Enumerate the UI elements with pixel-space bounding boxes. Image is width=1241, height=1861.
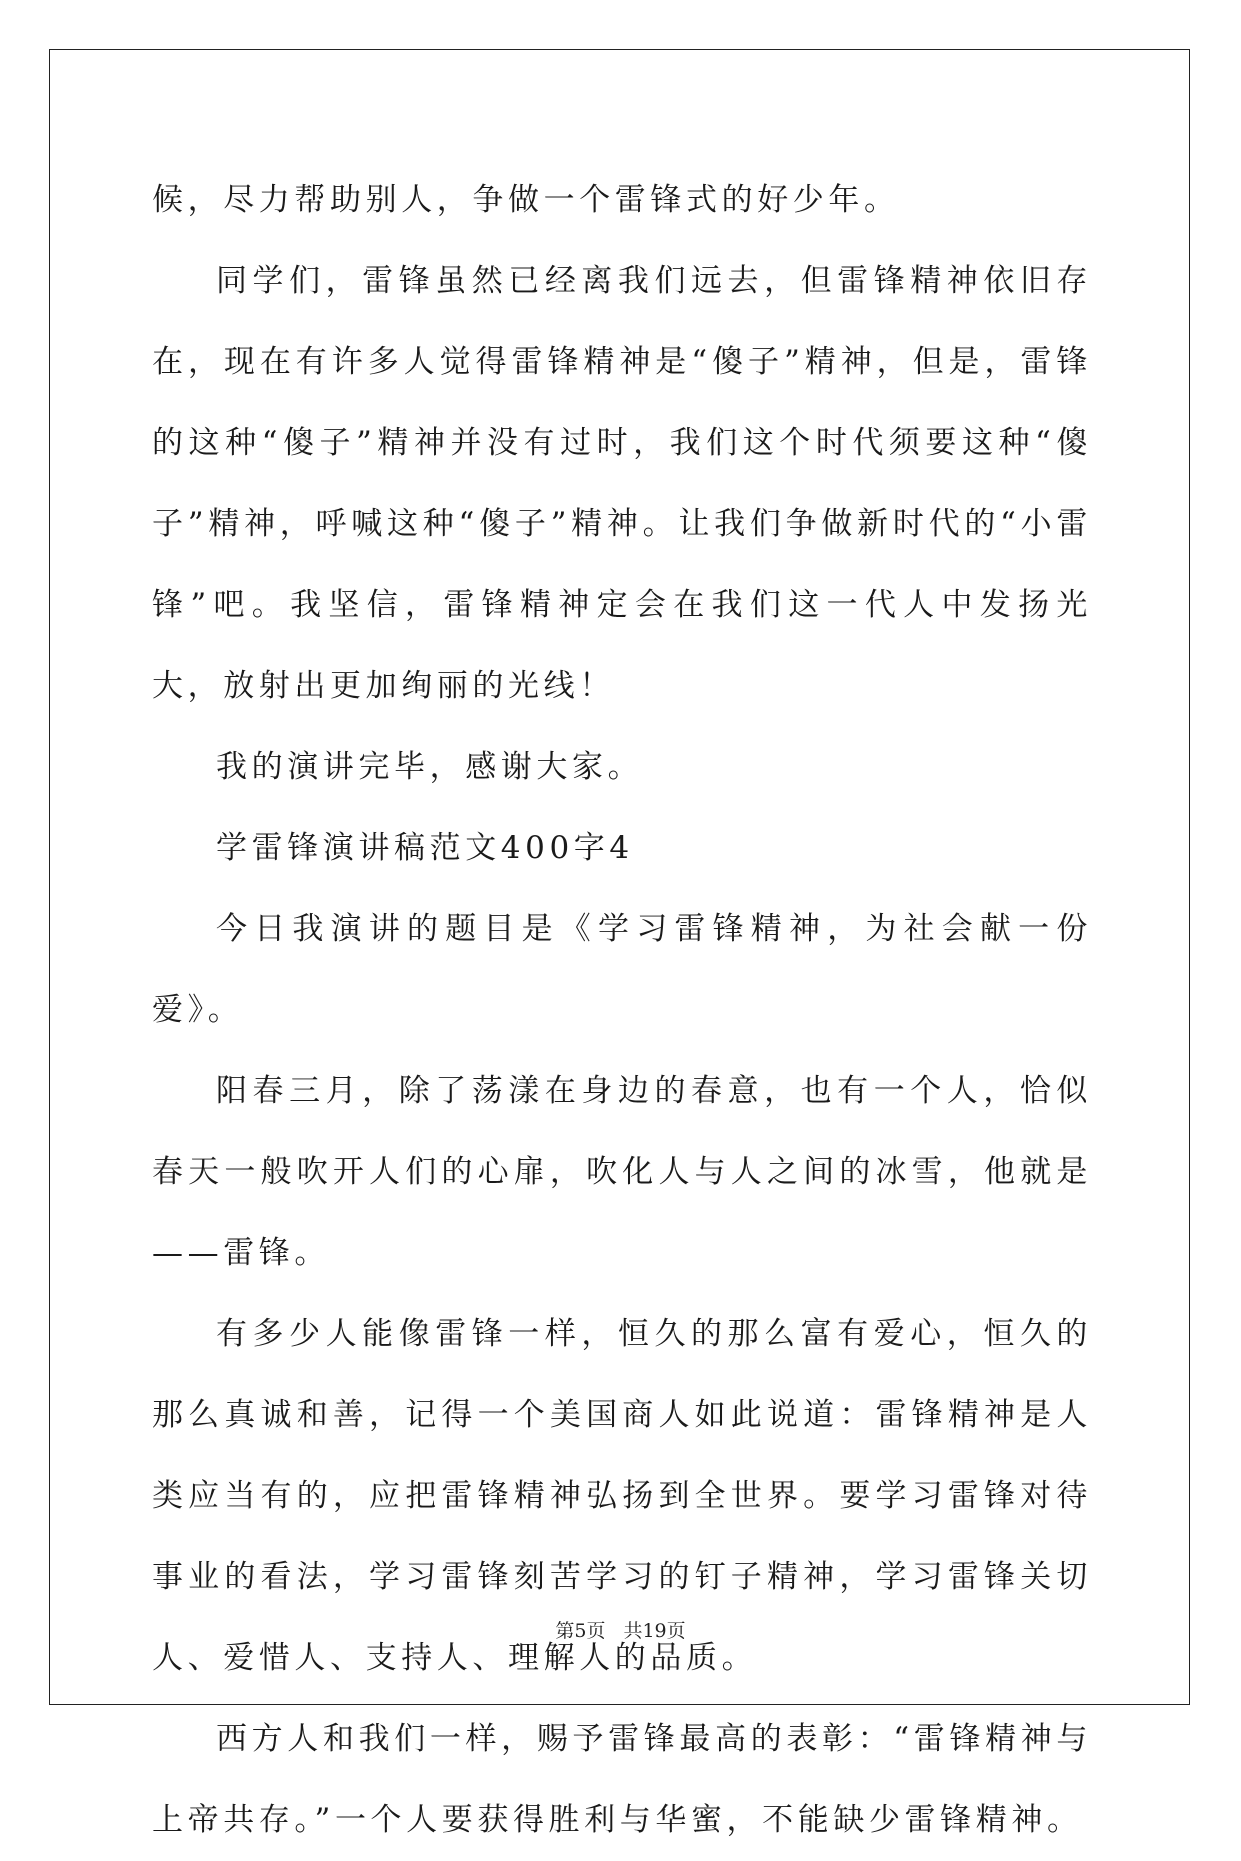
paragraph: 阳春三月，除了荡漾在身边的春意，也有一个人，恰似春天一般吹开人们的心扉，吹化人与人之间的冰雪，他就是——雷锋。: [152, 1073, 1092, 1271]
paragraph: 候，尽力帮助别人，争做一个雷锋式的好少年。: [152, 182, 900, 218]
section-heading: 学雷锋演讲稿范文400字4: [216, 830, 634, 866]
page-number: 第5页: [555, 1620, 606, 1642]
paragraph: 西方人和我们一样，赐予雷锋最高的表彰：“雷锋精神与上帝共存。”一个人要获得胜利与华蜜，不能缺少雷锋精神。: [152, 1721, 1092, 1838]
document-body: [152, 160, 1092, 1861]
page-total: 共19页: [623, 1620, 686, 1642]
page-footer: [0, 1619, 1241, 1643]
paragraph: 今日我演讲的题目是《学习雷锋精神，为社会献一份爱》。: [152, 911, 1092, 1028]
paragraph: 同学们，雷锋虽然已经离我们远去，但雷锋精神依旧存在，现在有许多人觉得雷锋精神是“傻子”精神，但是，雷锋的这种“傻子”精神并没有过时，我们这个时代须要这种“傻子”精神，呼喊这种“傻子”精神。让我们争做新时代的“小雷锋”吧。我坚信，雷锋精神定会在我们这一代人中发扬光大，放射出更加绚丽的光线！: [152, 263, 1092, 704]
paragraph: 我的演讲完毕，感谢大家。: [216, 749, 644, 785]
paragraph: 有多少人能像雷锋一样，恒久的那么富有爱心，恒久的那么真诚和善，记得一个美国商人如此说道：雷锋精神是人类应当有的，应把雷锋精神弘扬到全世界。要学习雷锋对待事业的看法，学习雷锋刻苦学习的钉子精神，学习雷锋关切人、爱惜人、支持人、理解人的品质。: [152, 1316, 1092, 1676]
